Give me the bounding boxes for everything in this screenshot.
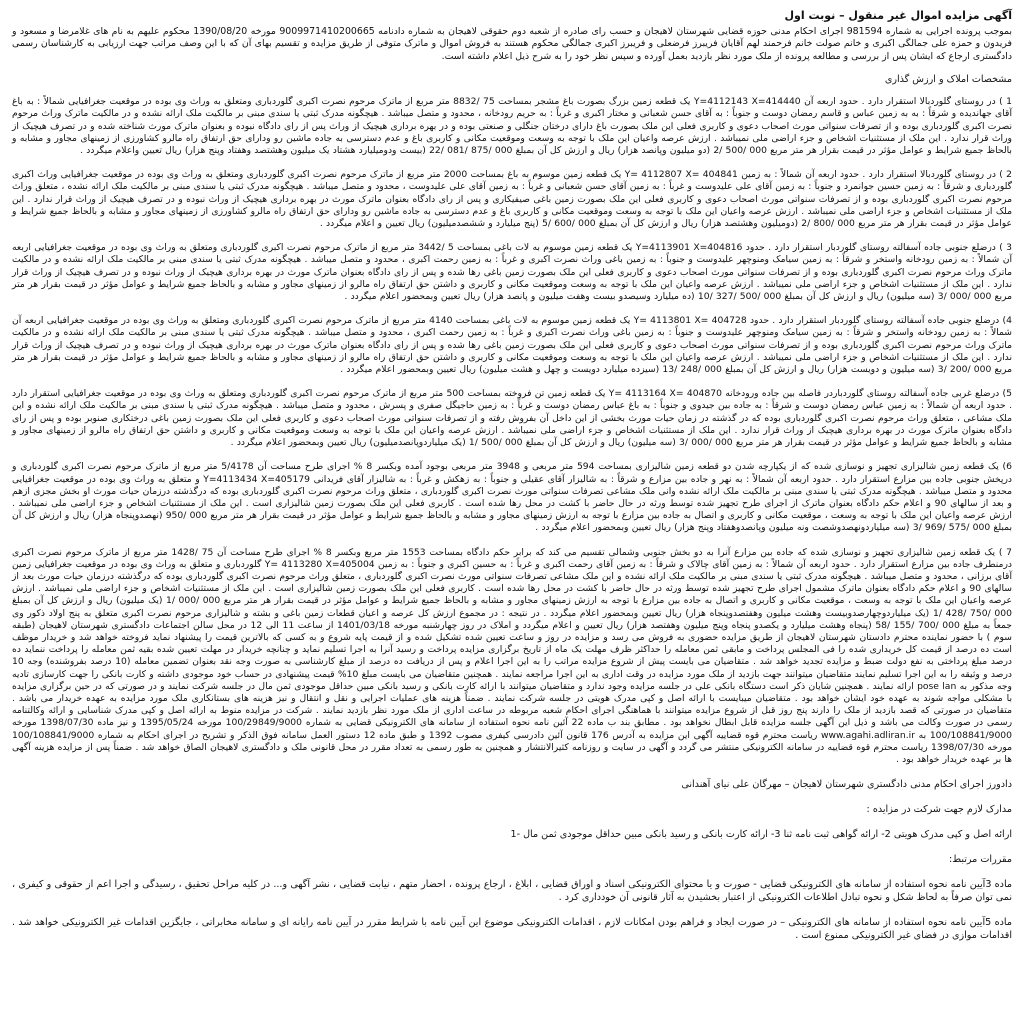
property-item-7: 7 ) یک قطعه زمین شالیزاری تجهیز و نوسازی شده که جاده بین مزارع آنرا به دو بخش جنوبی وشمالی تقسیم می کند که برابر حکم دادگاه بمساحت 1553 متر مربع وبکسر 8 % اجرای طرح مساحت آن 75 /1428 متر مربع از ماترک مرحوم نصرت اکبری درمنطرف جاده بین مزارع استقرار دارد . حدود اربعه آن شمالاً : به زمین آقای چالاک و شرقاً : به زمین آقای رحمت اکبری و غرباً : به حسین اکبری و جنوباً : به زمین Y= 4113280 X=405004 گلوردباری و متعلق به وراث وی بوده در موقعیت جغرافیایی زمین آقای برزانی ، محدود و متصل میباشد . هیچگونه مدرک ثبتی یا سندی مبنی بر مالکیت ملک ارائه نشده و این ملک مشاعی تصرفات سنواتی مورث نصرت اکبری گلوردباری ، متعلق وراث مرحوم نصرت اکبری گلوردباری بوده که درگذشته درزمان حیات مورث بعد از سالهای 90 و اعلام حکم دادگاه بعنوان ماترک مشمول اجرای طرح تجهیز شده توسط ورثه در حال حاضر با کشت در محل رها شده است . کاربری فعلی این ملک بصورت زمین شالیزاری است . این ملک از مستثنیات اشخاص و جزء اراضی ملی نمیباشد . ارزش عرصه واعیان این ملک با توجه به وسعت ، موقعیت مکانی و کاربری و اتصال به جاده بین مزارع با توجه به ارزش زمینهای مجاور و مشابه و بالحاظ جمیع شرایط و عوامل مؤثر در قیمت بقرار هر متر مربع 000 /000 /1 (یک میلیون) ریال و ارزش کل آن بمبلغ 000 /750 /428 /1 (یک میلیاردوچهارصدوبیست وهشت میلیون وهفتصدوپنجاه هزار) ریال تعیین وبمحضور اعلام میگردد . در نتیجه : در مجموع ارزش کل عرصه و اعیان قطعات زمین باغی و بشته و شالیزاری مرحوم نصرت اکبری متعلق به پنج اولاد ذکور وی جمعاً به مبلغ 000 /700 /155 /58 (پنجاه وهشت میلیارد و یکصدو پنجاه وپنج میلیون وهفتصد هزار) ریال تعیین و اعلام میگردد و املاک در روز چهارشنبه مورخه 1401/03/18 از ساعت 11 الی 12 در محل سالن اجتماعات دادگستری شهرستان لاهیجان (طبقه سوم ) با حضور نماینده محترم دادستان شهرستان لاهیجان از طریق مزایده حضوری به فروش می رسد و مزایده در روز و ساعت تعیین شده تشکیل شده و از قیمت پایه شروع و به کسی که بالاترین قیمت را پیشنهاد نماید فروخته خواهد شد و خریدار موظف است ده درصد از قیمت کل خریداری شده را فی المجلس پرداخت و مابقی ثمن معامله را حداکثر ظرف مهلت یک ماه از تاریخ برگزاری مزایده پرداخت و رسید آنرا به اجرا تسلیم نماید و چنانچه خریدار در مهلت تعیین شده بقیه ثمن معامله را پرداخت ننماید ده درصد مبلغ پرداختی به نفع دولت ضبط و مزایده تجدید خواهد شد . متقاضیان می بایست پیش از شروع مزایده مراتب را به این اجرا اعلام و پس از دریافت ده درصد از مبلغ کارشناسی به صورت وجه نقد بعنوان تضمین معامله (10 درصد بفروشنده) وجه 10 درصد و وثیقه را به این اجرا تسلیم نمایند متقاضیان میتوانند جهت بازدید از ملک مورد مزایده در وقت اداری به این اجرا مراجعه نمایند . همچنین متقاضیان می بایست مبلغ 10% قیمت پیشنهادی در حساب خود موجودی داشته و کارت بانکی را جهت کارسازی تادیه وجه مذکور به pose lan ارائه نمایند . همچنین شایان ذکر است دستگاه بانکی علی در جلسه مزایده وجود ندارد و متقاضیان میتوانند با ارائه کارت بانکی و رسید بانکی مبین حداقل موجودی ثمن مال در جلسه شرکت نمایند و در صورتی که در حین برگزاری مزایده با مشکلی مواجه شوند به عهده خود ایشان خواهد بود . متقاضیان میبایست با ارائه اصل و کپی مدرک هویتی در جلسه شرکت نمایند . ضمناً هزینه های عملیات اجرایی و نقل و انتقال و نیز هزینه های بستانکاری ملک مورد مزایده به عهده خریدار می باشد . متقاضیان در صورتی که قصد بازدید از ملک را دارند پنج روز قبل از شروع مزایده میتوانند با هماهنگی اجرای احکام شعبه مربوطه در ساعت اداری از ملک مورد نظر بازدید نمایند . شرکت در مزایده منوط به ارائه اصل و کپی مدرک شناسایی و ارائه وکالتنامه رسمی در صورت وکالت می باشد و ذیل این آگهی جلسه مزایده قابل ابطال نخواهد بود . مطابق بند ب ماده 22 آئین نامه نحوه استفاده از سامانه های الکترونیکی قضایی به شماره 100/29849/9000 مورخه 1395/05/24 و نیز ماده 1398/07/30 مورخه 100/108841/9000 به www.agahi.adliran.ir ریاست محترم قوه قضاییه آگهی این مزایده به آدرس 176 قانون آئین دادرسی کیفری مصوب 1392 و طبق ماده 12 دستور العمل سامانه فوق الذکر و تشریح در اجرای احکام به شماره 100/108841/9000 مورخه 1398/07/30 ریاست محترم قوه قضاییه در سامانه الکترونیکی منتشر می گردد و آگهی در سایت و روزنامه کثیرالانتشار و همچنین به طور رسمی به تعداد مقرر در محل قانونی ملک و دادگستری لاهیجان الصاق خواهد شد . ضمناً پس از مزایده هزینه آگهی ها بر عهده خریدار خواهد بود . bbox=[12, 546, 1013, 765]
intro-paragraph: بموجب پرونده اجرایی به شماره 981594 اجرای احکام مدنی حوزه قضایی شهرستان لاهیجان و حسب رای صادره از شعبه دوم حقوقی لاهیجان به شماره دادنامه 9009971410200665 مورخه 1390/08/20 محکوم علیهم به نام های غلامرضا و مسعود و فریدون و حمزه علی جمالگی اکبری و خانم صولت خانم فرحمند لهم آقایان فریبرز فرضعلی و فریبرز اکبری جمالگی محکوم هستند به فروش اموال و ماترک متوفی از طریق مزایده و تقسیم بهای آن که با این وصف مراتب جهت ارزیابی به کارشناسان رسمی دادگستری ارجاع که ایشان پس از بررسی و مطالعه پرونده از ملک مورد نظر بازدید بعمل آورده و سپس نظر خود را به شرح ذیل اعلام داشته است. bbox=[12, 26, 1012, 62]
section-heading: مشخصات املاک و ارزش گذاری bbox=[884, 74, 1012, 86]
property-items-list bbox=[12, 96, 1012, 766]
documents-list: ارائه اصل و کپی مدرک هویتی 2- ارائه گواهی ثبت نامه ثنا 3- ارائه کارت بانکی و رسید بانکی مبین حداقل موجودی ثمن مال -1 bbox=[510, 829, 1012, 841]
property-item-5: 5) درضلع غربی جاده آسفالته روستای گلوردباردر فاصله بین جاده ورودخانه Y= 4113164 X= 404870 یک قطعه زمین تن فروخته بمساحت 500 متر مربع از ماترک مرحوم نصرت اکبری گلوردباری ومتعلق به وراث وی بوده در موقعیت جغرافیایی استقرار دارد . حدود اربعه آن شمالاً : به زمین عباس رمضان دوست و شرقاً : به جاده بین جیدوی و جنوباً : به باغ عباس رمضان دوست و غرباً : به زمین حاجیگل صفری و پسرش ، محدود و متصل میباشد . هیچگونه مدرک ثبتی یا سندی مبنی بر مالکیت ملک ارائه نشده و این ملک مشاعی ، متعلق وراث مرحوم نصرت اکبری گلوردباری بوده که در گذشته در زمان حیات مورث بخشی از این داخل آن بفروش رفته و از تصرفات سنواتی مورث اصحاب دعوی و کاربری فعلی این ملک بصورت زمین باغی درختکاری صنوبر بوده و پس از رای دادگاه بعنوان ماترک مورث در بهره برداری هیچیک از وراث قرار ندارد . این ملک از مستثنیات اشخاص و جزء اراضی ملی نمیباشد . ارزش عرصه واعیان این ملک با توجه به وسعت وموقعیت مکانی و کاربری و داشتن حق ارتفاق راه مالرو از زمینهای مجاور و مشابه و بالحاظ جمیع شرایط و عوامل مؤثر در قیمت بقرار هر متر مربع 000 /000 /3 (سه میلیون) ریال و ارزش کل آن بمبلغ 000 /500 /1 (یک میلیاردوپانصدمیلیون) ریال تعیین وبمحضور اعلام میگردد . bbox=[12, 388, 1012, 449]
property-item-4: 4) درضلع جنوبی جاده آسفالته روستای گلوردبار استقرار دارد . حدود Y= 4113801 X= 404728 یک قطعه زمین موسوم به لات باغی بمساحت 4140 متر مربع از ماترک مرحوم نصرت اکبری گلوردباری ومتعلق به وراث وی بوده در موقعیت جغرافیایی اربعه آن شمالاً : به زمین رودخانه واستخر و شرقاً : به زمین سیامک ومنوچهر علیدوست و جنوباً : به زمین باغی وراث نصرت اکبری و غرباً : به زمین رحمت اکبری ، محدود و متصل میباشد . هیچگونه مدرک ثبتی یا سندی مبنی بر مالکیت ملک ارائه نشده و در مالکیت ماترک وراث مرحوم نصرت اکبری گلوردباری بوده و از تصرفات سنواتی مورث اصحاب دعوی و کاربری فعلی این ملک بصورت زمین باغی رها شده و پس از رای دادگاه بعنوان ماترک مورث در بهره برداری هیچیک از وراث نبوده و در تصرف هیچیک از وراث قرار ندارد . این ملک از مستثنیات اشخاص و جزء اراضی ملی نمیباشد . ارزش عرصه واعیان این ملک با توجه به وسعت وموقعیت مکانی و کاربری و داشتن حق ارتفاق راه مالرو از زمینهای مجاور و مشابه و بالحاظ جمیع شرایط و عوامل مؤثر در قیمت بقرار هر متر مربع 000 /200 /3 (سه میلیون و دویست هزار) ریال و ارزش کل آن بمبلغ 000 /248 /13 (سیزده میلیارد دویست و چهل و هشت میلیون) ریال تعیین وبمحضور اعلام میگردد . bbox=[12, 315, 1012, 376]
notice-title: آگهی مزایده اموال غیر منقول – نوبت اول bbox=[784, 9, 1012, 22]
property-item-3: 3 ) درضلع جنوبی جاده آسفالته روستای گلوردبار استقرار دارد . حدود Y=4113901 X=404816 یک قطعه زمین موسوم به لات باغی بمساحت 5 /3442 متر مربع از ماترک مرحوم نصرت اکبری گلوردباری ومتعلق به وراث وی بوده در موقعیت جغرافیایی اربعه آن شمالاً : به زمین رودخانه واستخر و شرقاً : به زمین سیامک ومنوچهر علیدوست و جنوباً : به زمین باغی وراث نصرت اکبری و غرباً : به زمین رحمت اکبری ، محدود و متصل میباشد . هیچگونه مدرک ثبتی یا سندی مبنی بر مالکیت ملک ارائه نشده و در مالکیت ماترک وراث مرحوم نصرت اکبری گلوردباری بوده و از تصرفات سنواتی مورث اصحاب دعوی و کاربری فعلی این ملک بصورت زمین باغی رها شده و پس از رای دادگاه بعنوان ماترک مورث در بهره برداری هیچیک از وراث نبوده و در تصرف هیچیک از وراث قرار ندارد . این ملک از مستثنیات اشخاص و جزء اراضی ملی نمیباشد . ارزش عرصه واعیان این ملک با توجه به وسعت وموقعیت مکانی و کاربری و داشتن حق ارتفاق راه مالرو از زمینهای مجاور و مشابه و بالحاظ جمیع شرایط و عوامل مؤثر در قیمت بقرار هر متر مربع 000 /000 /3 (سه میلیون) ریال و ارزش کل آن بمبلغ 000 /500 /327 /10 (ده میلیارد وسیصدو بیست وهفت میلیون و پانصد هزار) ریال تعیین وبمحضور اعلام میگردد . bbox=[12, 242, 1013, 303]
documents-heading: مدارک لازم جهت شرکت در مزایده : bbox=[866, 804, 1012, 816]
rules-heading: مقررات مرتبط: bbox=[948, 854, 1012, 866]
property-item-6: 6) یک قطعه زمین شالیزاری تجهیز و نوسازی شده که از یکپارچه شدن دو قطعه زمین شالیزاری بمساحت 594 متر مربعی و 3948 متر مربعی بوجود آمده وبکسر 8 % اجرای طرح مساحت آن 5/4178 متر مربع از ماترک مرحوم نصرت اکبری گلوردباری و درپخش جنوبی جاده بین مزارع استقرار دارد . حدود اربعه آن شمالاً : به نهر و جاده بین مزارع و شرقاً : به شالیزار آقای عقیلی و جنوباً : به زهکش و غرباً : به شالیزار آقای فریدانی Y=4113434 X=405179 و متعلق به وراث وی بوده در موقعیت جغرافیایی محدود و متصل میباشد . هیچگونه مدرک ثبتی یا سندی مبنی بر مالکیت ملک ارائه نشده وانی ملک مشاعی تصرفات سنواتی مورث نصرت اکبری گلوردباری ، متعلق وراث مرحوم نصرت اکبری گلوردباری بوده که درگذشته درزمان حیات مورث او بخش مجزی ازهم و بعد از سالهای 90 و اعلام حکم دادگاه بعنوان ماترک از اجرای طرح تجهیز شده توسط ورثه در حال حاضر با کشت در محل رها شده است . کاربری فعلی این ملک بصورت زمین شالیزاری است . این ملک از مستثنیات اشخاص و جزء اراضی ملی نمیباشد . ارزش عرصه واعیان این ملک با توجه به وسعت ، موقعیت مکانی و کاربری و اتصال به جاده بین مزارع با توجه به ارزش زمینهای مجاور و مشابه و بالحاظ جمیع شرایط و عوامل مؤثر در قیمت بقرار هر متر مربع 000 /950 (نهصدوپنجاه هزار) ریال و ارزش کل آن بمبلغ 000 /575 /969 /3 (سه میلیاردونهصدوشصت ونه میلیون وپانصدوهفتاد وپنج هزار) ریال تعیین وبمحضور اعلام میگردد . bbox=[12, 461, 1012, 534]
signature-line: دادورز اجرای احکام مدنی دادگستری شهرستان لاهیجان – مهرگان علی نیای آهندانی bbox=[681, 779, 1012, 791]
rule-article-3: ماده 3آیین نامه نحوه استفاده از سامانه های الکترونیکی قضایی - صورت و یا محتوای الکترونیکی اسناد و اوراق قضایی ، ابلاغ ، ارجاع پرونده ، احضار متهم ، نیابت قضایی ، نشر آگهی و... در کلیه مراحل تحقیق ، رسیدگی و اجرا اعم از حقوقی و کیفری ، نمی توان صرفاً به لحاظ شکل و نحوه تبادل اطلاعات الکترونیکی از اعتبار بخشیدن به آثار قانونی آن خودداری کرد . bbox=[12, 879, 1013, 904]
property-item-2: 2 ) در روستای گلوردبالا استقرار دارد . حدود اربعه آن شمالاً : به زمین Y= 4112807 X= 404841 یک قطعه زمین موسوم به باغ بمساحت 2000 متر مربع از ماترک مرحوم نصرت اکبری گلوردباری ومتعلق به وراث وی بوده در موقعیت جغرافیایی وراث اکبری گلوردباری و شرقاً : به زمین حسین جوانمرد و جنوباً : به زمین آقای علی علیدوست و غرباً : به زمین آقای حسن شعبانی و غرباً : به زمین آقای علی علیدوست ، محدود و متصل میباشد . هیچگونه مدرک ثبتی یا سندی مبنی بر مالکیت ملک ارائه نشده ، متعلق وراث مرحوم نصرت اکبری گلوردباری بوده و از تصرفات سنواتی مورث اصحاب دعوی و کاربری فعلی این ملک بصورت زمین باغی صیفیکاری و پس از رای دادگاه بعنوان ماترک مورث در بهره برداری هیچیک از وراث نبوده و در تصرف هیچیک از وراث قرار ندارد . این ملک از مستثنیات اشخاص و جزء اراضی ملی نمیباشد . ارزش عرصه واعیان این ملک با توجه به وسعت وموقعیت مکانی و کاربری باغ و عدم دسترسی به جاده ماشین رو ودارای حق ارتفاق راه مالرو کشاورزی از زمینهای مجاور و مشابه و بالحاظ جمیع شرایط و عوامل مؤثر در قیمت بقرار هر متر مربع 000 /800 /2 (دومیلیون وهشتصد هزار) ریال و ارزش کل آن بمبلغ 000 /600 /5 (پنج میلیارد و ششصدمیلیون) ریال تعیین و اعلام میگردد . bbox=[12, 169, 1012, 230]
rule-article-5: ماده 5آیین نامه نحوه استفاده از سامانه های الکترونیکی – در صورت ایجاد و فراهم بودن امکانات لازم ، اقدامات الکترونیکی موضوع این آیین نامه با شرایط مقرر در آیین نامه رایانه ای و سامانه مخابراتی ، جایگزین اقدامات غیر الکترونیکی خواهد شد . اقدامات موازی در فضای غیر الکترونیکی ممنوع است . bbox=[12, 917, 1012, 942]
property-item-1: 1 ) در روستای گلوردبالا استقرار دارد . حدود اربعه آن Y=4112143 X=414440 یک قطعه زمین بزرگ بصورت باغ مشجر بمساحت 75 /8832 متر مربع از ماترک مرحوم نصرت اکبری گلوردباری ومتعلق به وراث وی بوده در موقعیت جغرافیایی شمالاً : به باغ آقای جهاندیده و شرقاً : به به زمین عباس و قاسم رمضان دوست و جنوباً : به آقای حسن شعبانی و مختار اکبری و غرباً : به حریم رودخانه ، محدود و متصل میباشد . هیچگونه مدرک ثبتی یا سندی مبنی بر مالکیت ملک ارائه نشده و در مالکیت ماترک وراث مرحوم نصرت اکبری گلوردباری بوده و از تصرفات سنواتی مورث اصحاب دعوی و کاربری فعلی این ملک بصورت باغ دارای درختان جنگلی و صنعتی بوده و در بهره برداری هیچیک از وراث پس از رای دادگاه نبوده و بعنوان ماترک مورث شناخته شده و در تصرف هیچیک از وراث قرار ندارد . این ملک از مستثنیات اشخاص و جزء اراضی ملی نمیباشد . ارزش عرصه واعیان این ملک با توجه به وسعت وموقعیت مکانی و کاربری باغ و عدم دسترسی به جاده ماشین رو ودارای حق ارتفاق راه مالرو کشاورزی از زمینهای مجاور و مشابه و بالحاظ جمیع شرایط و عوامل مؤثر در قیمت بقرار هر متر مربع 000 /500 /2 (دو میلیون وپانصد هزار) ریال و ارزش کل آن بمبلغ 000 /875 /081 /22 (بیست ودومیلیارد هشتاد یک میلیون وهشتصد وهفتاد وپنج هزار) ریال تعیین واعلام میگردد . bbox=[12, 96, 1012, 157]
